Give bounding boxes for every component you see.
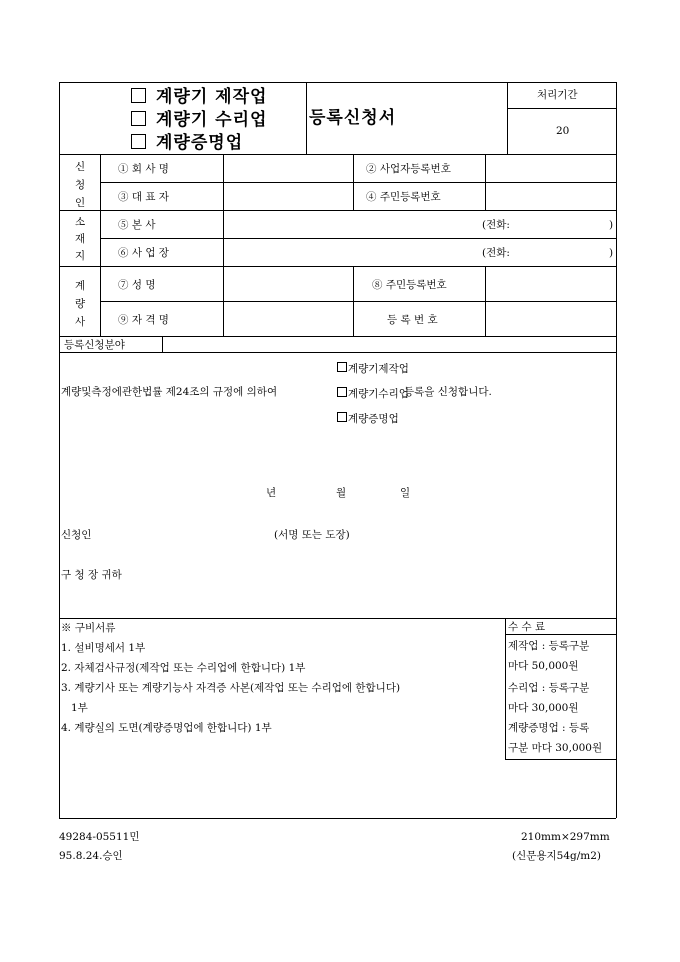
head-office-field[interactable] bbox=[226, 213, 476, 235]
checkbox-icon[interactable] bbox=[131, 88, 146, 103]
metrologist-resident-no-label: ⑧ 주민등록번호 bbox=[372, 279, 447, 291]
head-office-phone-open: (전화: bbox=[482, 219, 510, 231]
body-option-3[interactable]: 계량증명업 bbox=[337, 412, 399, 425]
docs-header: ※ 구비서류 bbox=[61, 622, 116, 634]
workplace-phone-open: (전화: bbox=[482, 247, 510, 259]
fee-line-5: 계량증명업 : 등록 bbox=[508, 722, 590, 734]
date-year: 년 bbox=[266, 487, 277, 499]
reg-no-label: 등 록 번 호 bbox=[387, 314, 438, 326]
company-name-field[interactable] bbox=[226, 157, 350, 179]
metrologist-resident-no-field[interactable] bbox=[488, 270, 612, 298]
biz-reg-no-label: ② 사업자등록번호 bbox=[366, 163, 451, 175]
workplace-label: ⑥ 사 업 장 bbox=[118, 247, 169, 259]
form-title: 등록신청서 bbox=[309, 108, 397, 128]
field-label: 등록신청분야 bbox=[64, 339, 125, 351]
head-office-label: ⑤ 본 사 bbox=[118, 219, 156, 231]
metrologist-group-label: 계 량 사 bbox=[75, 280, 86, 328]
doc-item-3: 3. 계량기사 또는 계량기능사 자격증 사본(제작업 또는 수리업에 한합니다) bbox=[61, 682, 401, 694]
addressee: 구 청 장 귀하 bbox=[61, 569, 122, 581]
applicant-sign-label: 신청인 bbox=[61, 529, 92, 541]
checkbox-icon[interactable] bbox=[131, 134, 146, 149]
resident-no-label: ④ 주민등록번호 bbox=[366, 191, 441, 203]
title-option-3[interactable]: 계량증명업 bbox=[131, 134, 243, 152]
head-office-phone-close: ) bbox=[609, 219, 614, 231]
processing-label: 처리기간 bbox=[537, 89, 578, 101]
doc-item-2: 2. 자체검사규정(제작업 또는 수리업에 한합니다) 1부 bbox=[61, 662, 306, 674]
applicant-sign-note: (서명 또는 도장) bbox=[274, 529, 350, 541]
fee-line-3: 수리업 : 등록구분 bbox=[508, 682, 590, 694]
fee-line-4: 마다 30,000원 bbox=[508, 702, 579, 714]
applicant-group-label: 신 청 인 bbox=[75, 161, 86, 209]
reg-no-field[interactable] bbox=[488, 305, 612, 333]
qualification-label: ⑨ 자 격 명 bbox=[118, 314, 169, 326]
date-month: 월 bbox=[336, 487, 347, 499]
doc-item-4: 4. 계량실의 도면(계량증명업에 한합니다) 1부 bbox=[61, 722, 272, 734]
company-name-label: ① 회 사 명 bbox=[118, 163, 169, 175]
workplace-field[interactable] bbox=[226, 241, 476, 263]
representative-field[interactable] bbox=[226, 185, 350, 207]
doc-item-3-cont: 1부 bbox=[71, 702, 88, 714]
checkbox-icon[interactable] bbox=[337, 387, 347, 397]
body-option-1[interactable]: 계량기제작업 bbox=[337, 362, 409, 375]
body-option-2[interactable]: 계량기수리업 bbox=[337, 387, 409, 400]
checkbox-icon[interactable] bbox=[337, 362, 347, 372]
form-code: 49284-05511민 bbox=[59, 831, 140, 843]
title-option-1[interactable]: 계량기 제작업 bbox=[131, 88, 267, 106]
doc-item-1: 1. 설비명세서 1부 bbox=[61, 642, 146, 654]
representative-label: ③ 대 표 자 bbox=[118, 191, 169, 203]
qualification-field[interactable] bbox=[226, 305, 350, 333]
metrologist-name-field[interactable] bbox=[226, 270, 350, 298]
date-day: 일 bbox=[400, 487, 411, 499]
fee-line-2: 마다 50,000원 bbox=[508, 660, 579, 672]
title-option-2[interactable]: 계량기 수리업 bbox=[131, 111, 267, 129]
checkbox-icon[interactable] bbox=[131, 111, 146, 126]
biz-reg-no-field[interactable] bbox=[488, 157, 612, 179]
body-sentence-suffix: 등록을 신청합니다. bbox=[404, 386, 492, 398]
checkbox-icon[interactable] bbox=[337, 412, 347, 422]
fees-header: 수 수 료 bbox=[508, 621, 546, 633]
location-group-label: 소 재 지 bbox=[75, 216, 86, 262]
workplace-phone-close: ) bbox=[609, 247, 614, 259]
fee-line-6: 구분 마다 30,000원 bbox=[508, 742, 603, 754]
approval-date: 95.8.24.승인 bbox=[59, 850, 123, 862]
resident-no-field[interactable] bbox=[488, 185, 612, 207]
processing-value: 20 bbox=[556, 125, 570, 137]
paper-size: 210mm×297mm bbox=[521, 831, 610, 843]
name-label: ⑦ 성 명 bbox=[118, 279, 156, 291]
body-sentence-prefix: 계량및측정에관한법률 제24조의 규정에 의하여 bbox=[61, 386, 278, 398]
paper-type: (신문용지54g/m2) bbox=[512, 850, 602, 862]
fee-line-1: 제작업 : 등록구분 bbox=[508, 640, 590, 652]
